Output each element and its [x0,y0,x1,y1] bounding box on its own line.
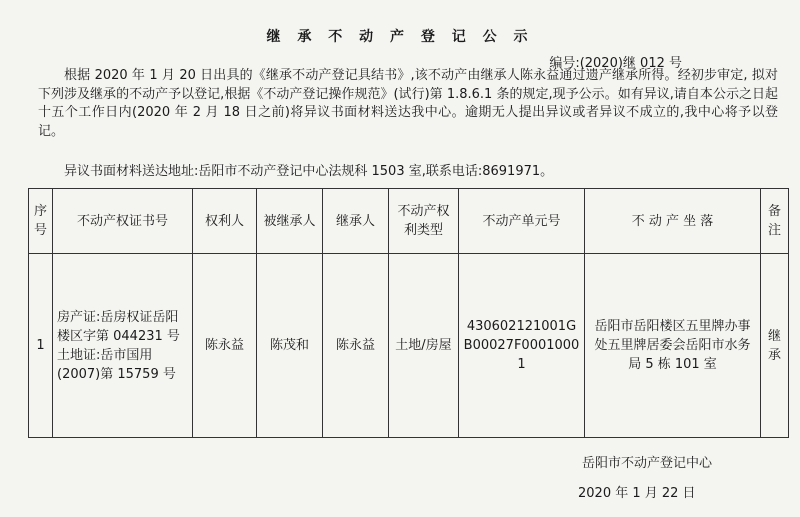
header-heir: 继承人 [323,189,389,254]
cell-remark: 继承 [761,254,789,438]
document-title: 继 承 不 动 产 登 记 公 示 [266,29,534,45]
header-decedent: 被继承人 [257,189,323,254]
body-paragraph: 根据 2020 年 1 月 20 日出具的《继承不动产登记具结书》,该不动产由继承人陈永益通过遗产继承所得。经初步审定, 拟对下列涉及继承的不动产予以登记,根据《不动产登记操作规范》(试行)第 1.8.6.1 条的规定,现予公示。如有异议,请自本公示之日起十五个工作日内(2020 年 2 月 18 日之前)将异议书面材料送达我中心。逾期无人提出异议或者异议不成立的,我中心将予以登记。 [38,68,778,139]
registration-table [28,188,789,438]
issue-date: 2020 年 1 月 22 日 [578,486,696,501]
header-cert: 不动产权证书号 [53,189,193,254]
header-location: 不 动 产 坐 落 [585,189,761,254]
header-seq: 序号 [29,189,53,254]
cert-land: 土地证:岳市国用(2007)第 15759 号 [57,347,176,382]
header-remark: 备注 [761,189,789,254]
cell-location: 岳阳市岳阳楼区五里牌办事处五里牌居委会岳阳市水务局 5 栋 101 室 [585,254,761,438]
issuing-organization: 岳阳市不动产登记中心 [582,456,713,471]
cell-right-type: 土地/房屋 [389,254,459,438]
table-header-row [29,189,789,254]
table-row [29,254,789,438]
cert-house: 房产证:岳房权证岳阳楼区字第 044231 号 [57,309,180,344]
header-unit-no: 不动产单元号 [459,189,585,254]
cell-heir: 陈永益 [323,254,389,438]
cell-cert [53,254,193,438]
cell-decedent: 陈茂和 [257,254,323,438]
objection-address: 异议书面材料送达地址:岳阳市不动产登记中心法规科 1503 室,联系电话:8691971。 [64,164,554,179]
cell-seq: 1 [29,254,53,438]
announcement-body [38,67,778,141]
document-number: 编号:(2020)继 012 号 [549,56,682,71]
header-right-type: 不动产权利类型 [389,189,459,254]
cell-unit-no: 430602121001GB00027F00010001 [459,254,585,438]
header-owner: 权利人 [193,189,257,254]
cell-owner: 陈永益 [193,254,257,438]
